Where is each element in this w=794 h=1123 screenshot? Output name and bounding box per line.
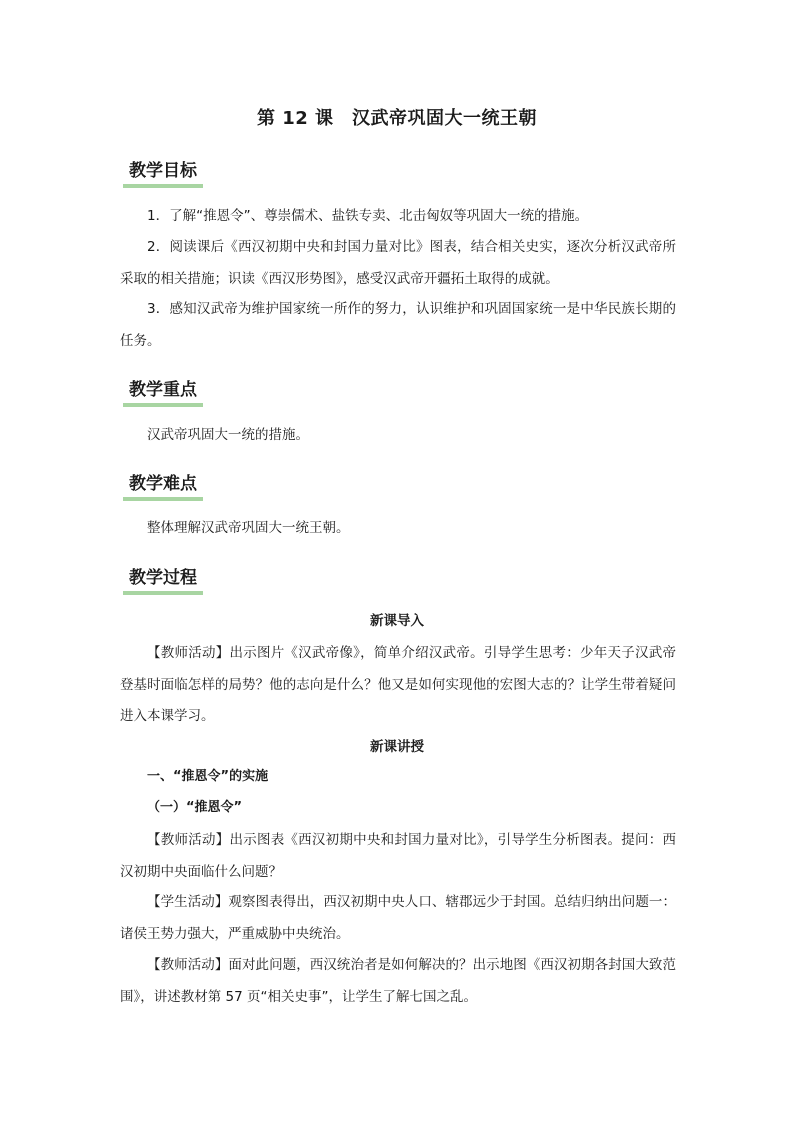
page-title: 第 12 课 汉武帝巩固大一统王朝 xyxy=(256,108,538,129)
process-paragraph-2: 【学生活动】观察图表得出，西汉初期中央人口、辖郡远少于封国。总结归纳出问题一：诸侯王势力强大，严重威胁中央统治。 xyxy=(120,894,676,942)
part1-title: 一、“推恩令”的实施 xyxy=(147,769,269,784)
process-paragraph-3: 【教师活动】面对此问题，西汉统治者是如何解决的？出示地图《西汉初期各封国大致范围》，讲述教材第 57 页“相关史事”，让学生了解七国之乱。 xyxy=(120,957,676,1005)
section-heading-difficulties: 教学难点 xyxy=(123,473,203,501)
process-paragraph-1: 【教师活动】出示图表《西汉初期中央和封国力量对比》，引导学生分析图表。提问：西汉初期中央面临什么问题？ xyxy=(120,832,676,880)
key-points-text: 汉武帝巩固大一统的措施。 xyxy=(147,427,309,443)
objective-item-3: 3．感知汉武帝为维护国家统一所作的努力，认识维护和巩固国家统一是中华民族长期的任务。 xyxy=(120,301,676,349)
section-heading-objectives: 教学目标 xyxy=(123,160,203,188)
intro-title: 新课导入 xyxy=(370,613,424,629)
objective-item-2: 2．阅读课后《西汉初期中央和封国力量对比》图表，结合相关史实，逐次分析汉武帝所采取的相关措施；识读《西汉形势图》，感受汉武帝开疆拓土取得的成就。 xyxy=(120,239,676,287)
difficulties-text: 整体理解汉武帝巩固大一统王朝。 xyxy=(147,520,350,536)
part1-sub-title: （一）“推恩令” xyxy=(147,800,243,815)
section-heading-process: 教学过程 xyxy=(123,567,203,595)
objective-item-1: 1．了解“推恩令”、尊崇儒术、盐铁专卖、北击匈奴等巩固大一统的措施。 xyxy=(147,208,589,224)
lecture-title: 新课讲授 xyxy=(370,739,424,755)
section-heading-key-points: 教学重点 xyxy=(123,379,203,407)
intro-text: 【教师活动】出示图片《汉武帝像》，简单介绍汉武帝。引导学生思考：少年天子汉武帝登基时面临怎样的局势？他的志向是什么？他又是如何实现他的宏图大志的？让学生带着疑问进入本课学习。 xyxy=(120,645,676,724)
